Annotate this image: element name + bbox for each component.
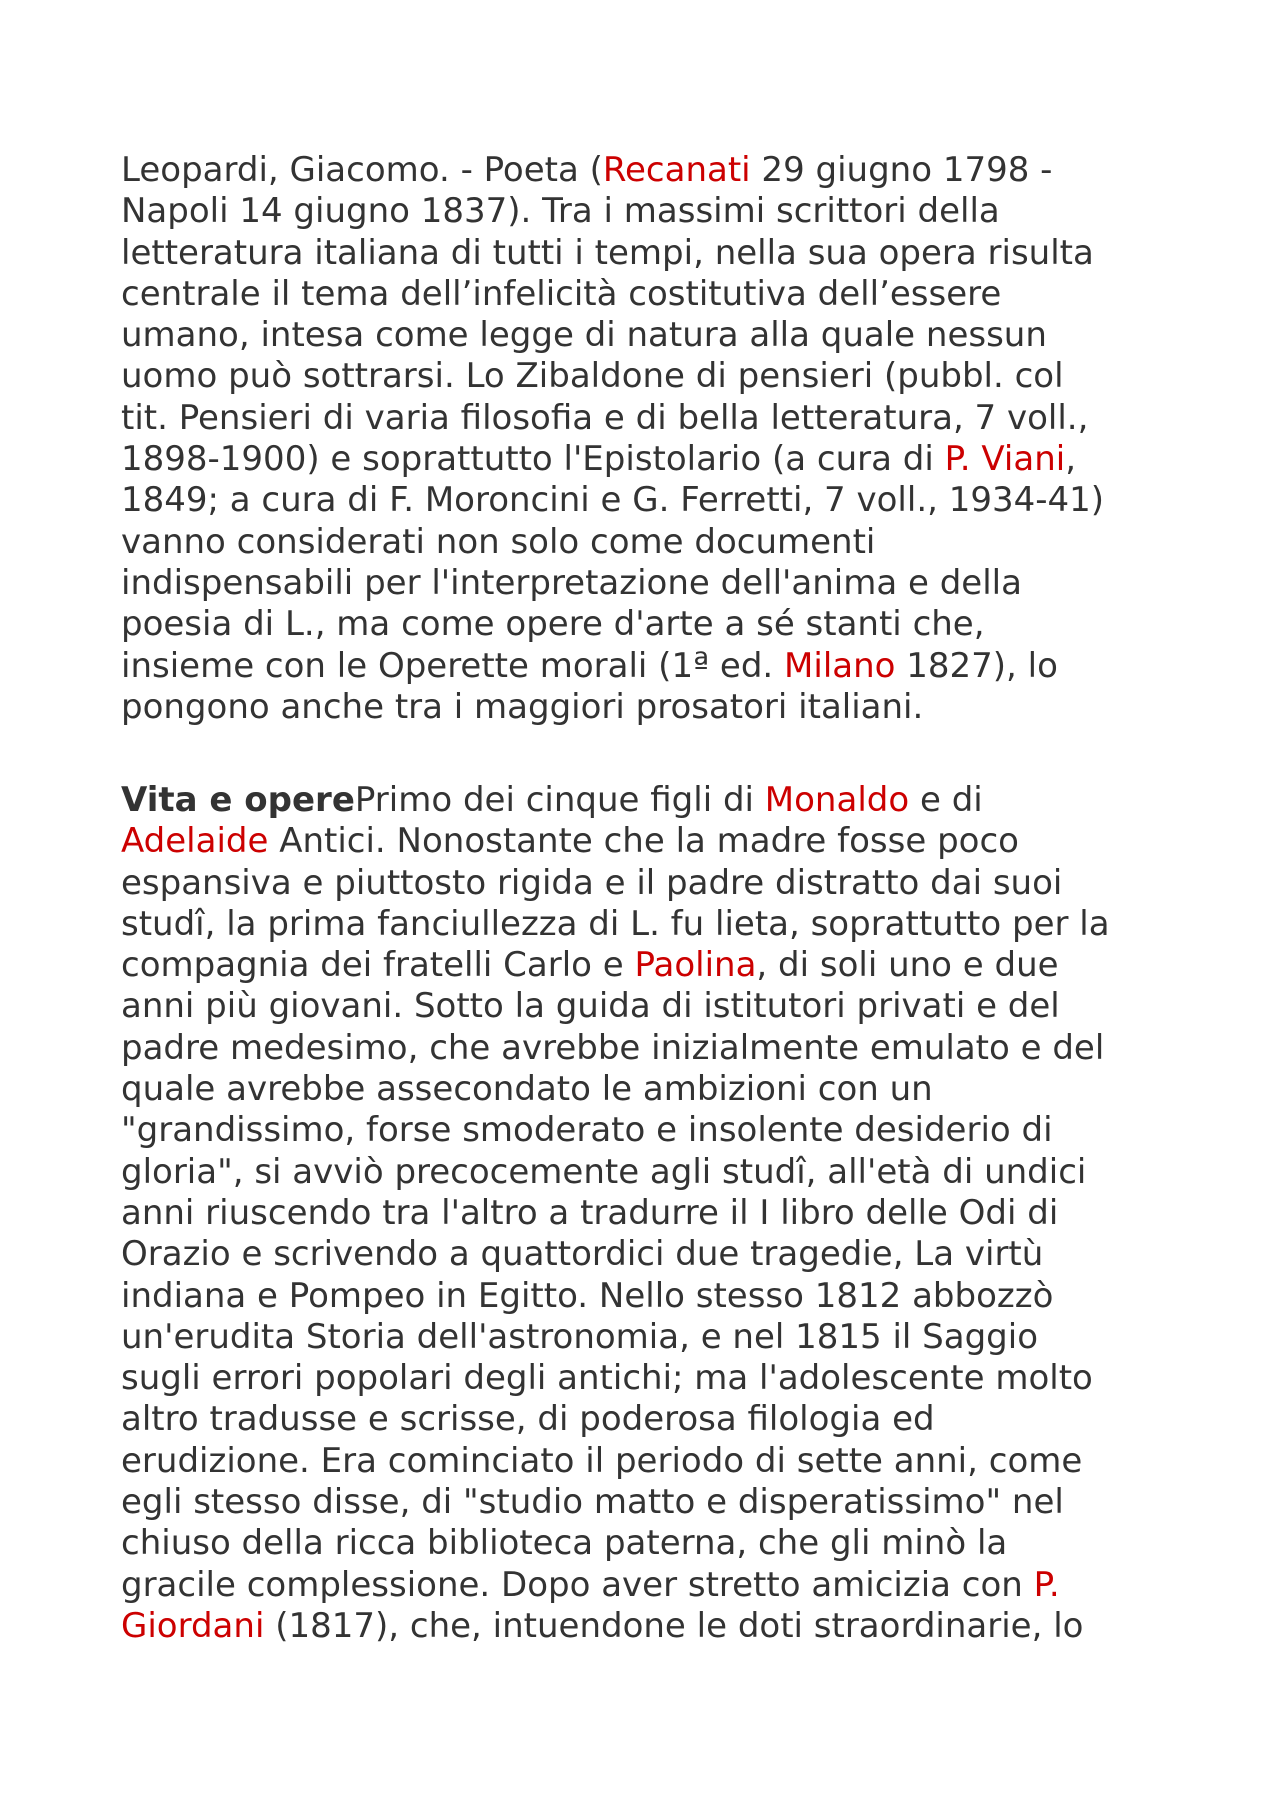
- text-line: Napoli 14 giugno 1837). Tra i massimi scrittori della: [121, 191, 1000, 232]
- text-line: quale avrebbe assecondato le ambizioni con un: [121, 1069, 933, 1110]
- text-span: ,: [1065, 439, 1077, 480]
- section-heading: Vita e opere: [121, 780, 355, 820]
- intro-paragraph: [121, 150, 1171, 728]
- text-line: [121, 780, 1171, 821]
- text-line: umano, intesa come legge di natura alla quale nessun: [121, 315, 1047, 356]
- text-span: 29 giugno 1798 -: [750, 150, 1053, 190]
- text-line: altro tradusse e scrisse, di poderosa filologia ed: [121, 1399, 935, 1440]
- link-monaldo[interactable]: Monaldo: [764, 780, 910, 820]
- text-span: 1898-1900) e soprattutto l'Epistolario (a cura di: [121, 439, 945, 480]
- text-line: egli stesso disse, di "studio matto e disperatissimo" nel: [121, 1482, 1064, 1523]
- text-line: espansiva e piuttosto rigida e il padre distratto dai suoi: [121, 862, 1063, 903]
- text-line: sugli errori popolari degli antichi; ma l'adolescente molto: [121, 1358, 1093, 1399]
- text-line: Orazio e scrivendo a quattordici due tragedie, La virtù: [121, 1234, 1044, 1275]
- text-line: un'erudita Storia dell'astronomia, e nel 1815 il Saggio: [121, 1316, 1039, 1357]
- text-line: [121, 945, 1171, 986]
- text-span: (1817), che, intuendone le doti straordinarie, lo: [264, 1605, 1084, 1646]
- text-span: compagnia dei fratelli Carlo e: [121, 945, 635, 986]
- text-line: vanno considerati non solo come documenti: [121, 521, 876, 562]
- text-span: insieme con le Operette morali (1ª ed.: [121, 645, 785, 686]
- link-milano[interactable]: Milano: [784, 645, 896, 686]
- link-p-viani[interactable]: P. Viani: [944, 439, 1066, 480]
- link-recanati[interactable]: Recanati: [602, 150, 751, 190]
- text-line: poesia di L., ma come opere d'arte a sé stanti che,: [121, 604, 985, 645]
- text-line: centrale il tema dell’infelicità costitutiva dell’essere: [121, 273, 1002, 314]
- text-span: e di: [909, 780, 983, 820]
- text-line: chiuso della ricca biblioteca paterna, che gli minò la: [121, 1523, 1008, 1564]
- text-span: Leopardi, Giacomo. - Poeta (: [121, 150, 603, 190]
- text-span: Primo dei cinque figli di: [354, 780, 765, 820]
- text-line: [121, 646, 1171, 687]
- link-giordani[interactable]: Giordani: [121, 1605, 265, 1646]
- text-line: anni riuscendo tra l'altro a tradurre il I libro delle Odi di: [121, 1192, 1059, 1233]
- text-span: Antici. Nonostante che la madre fosse poco: [268, 821, 1019, 862]
- text-line: [121, 439, 1171, 480]
- text-line: gloria", si avviò precocemente agli studî, all'età di undici: [121, 1151, 1087, 1192]
- link-adelaide[interactable]: Adelaide: [121, 821, 269, 862]
- text-line: erudizione. Era cominciato il periodo di sette anni, come: [121, 1440, 1083, 1481]
- text-line: [121, 1606, 1171, 1647]
- text-line: 1849; a cura di F. Moroncini e G. Ferretti, 7 voll., 1934-41): [121, 480, 1105, 521]
- text-line: anni più giovani. Sotto la guida di istitutori privati e del: [121, 986, 1060, 1027]
- text-line: indispensabili per l'interpretazione dell'anima e della: [121, 562, 1022, 603]
- text-line: studî, la prima fanciullezza di L. fu lieta, soprattutto per la: [121, 903, 1110, 944]
- text-line: pongono anche tra i maggiori prosatori italiani.: [121, 686, 924, 727]
- text-span: , di soli uno e due: [756, 945, 1059, 986]
- text-line: padre medesimo, che avrebbe inizialmente emulato e del: [121, 1027, 1105, 1068]
- vita-e-opere-paragraph: [121, 780, 1171, 1647]
- text-span: 1827), lo: [895, 645, 1058, 686]
- text-line: uomo può sottrarsi. Lo Zibaldone di pensieri (pubbl. col: [121, 356, 1064, 397]
- text-line: [121, 1565, 1171, 1606]
- link-p-giordani[interactable]: P.: [1033, 1564, 1060, 1605]
- text-line: "grandissimo, forse smoderato e insolente desiderio di: [121, 1110, 1053, 1151]
- text-line: letteratura italiana di tutti i tempi, nella sua opera risulta: [121, 232, 1094, 273]
- text-line: tit. Pensieri di varia filosofia e di bella letteratura, 7 voll.,: [121, 397, 1089, 438]
- text-span: gracile complessione. Dopo aver stretto amicizia con: [121, 1564, 1034, 1605]
- text-line: [121, 821, 1171, 862]
- link-paolina[interactable]: Paolina: [634, 945, 757, 986]
- text-line: indiana e Pompeo in Egitto. Nello stesso 1812 abbozzò: [121, 1275, 1054, 1316]
- text-line: [121, 150, 1171, 191]
